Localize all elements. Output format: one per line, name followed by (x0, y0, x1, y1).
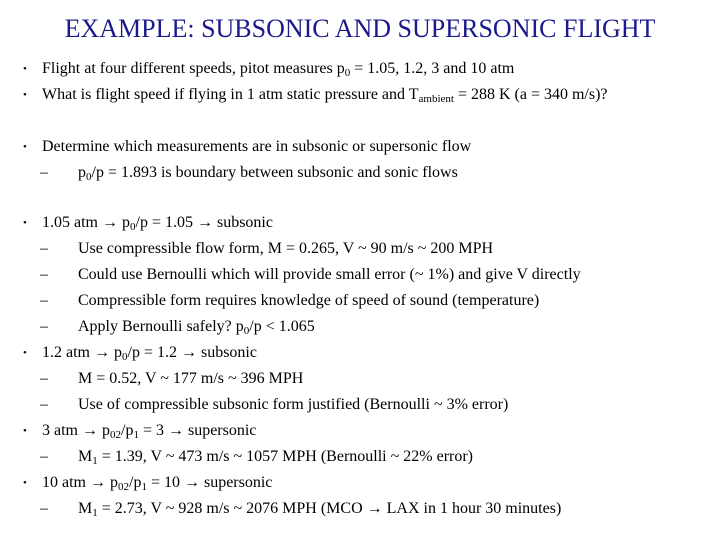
dash-icon: – (40, 292, 48, 309)
text-line: Flight at four different speeds, pitot measures p0 = 1.05, 1.2, 3 and 10 atm (42, 60, 515, 79)
dash-icon: – (40, 266, 48, 283)
bullet-icon: • (23, 217, 27, 229)
dash-icon: – (40, 318, 48, 335)
text-line: 1.05 atm → p0/p = 1.05 → subsonic (42, 214, 273, 233)
sub-line: – Could use Bernoulli which will provide small error (~ 1%) and give V directly (40, 266, 581, 283)
text-line: What is flight speed if flying in 1 atm static pressure and Tambient = 288 K (a = 340 m/s)? (42, 86, 608, 105)
bullet-icon: • (23, 425, 27, 437)
sub-line: – Apply Bernoulli safely? p0/p < 1.065 (40, 318, 315, 337)
bullet-icon: • (23, 141, 27, 153)
text-line: 1.2 atm → p0/p = 1.2 → subsonic (42, 344, 257, 363)
bullet-icon: • (23, 477, 27, 489)
sub-line: – Use compressible flow form, M = 0.265, V ~ 90 m/s ~ 200 MPH (40, 240, 494, 257)
dash-icon: – (40, 500, 48, 517)
dash-icon: – (40, 164, 48, 181)
sub-line: – Use of compressible subsonic form justified (Bernoulli ~ 3% error) (40, 396, 509, 413)
dash-icon: – (40, 370, 48, 387)
bullet-icon: • (23, 89, 27, 101)
dash-icon: – (40, 448, 48, 465)
dash-icon: – (40, 240, 48, 257)
bullet-icon: • (23, 347, 27, 359)
text-line: 10 atm → p02/p1 = 10 → supersonic (42, 474, 273, 493)
text-line: Determine which measurements are in subsonic or supersonic flow (42, 138, 472, 155)
sub-line: – M = 0.52, V ~ 177 m/s ~ 396 MPH (40, 370, 304, 387)
text-line: 3 atm → p02/p1 = 3 → supersonic (42, 422, 257, 441)
dash-icon: – (40, 396, 48, 413)
bullet-icon: • (23, 63, 27, 75)
sub-line: – M1 = 1.39, V ~ 473 m/s ~ 1057 MPH (Bernoulli ~ 22% error) (40, 448, 474, 467)
sub-line: – p0/p = 1.893 is boundary between subsonic and sonic flows (40, 164, 458, 183)
sub-line: – Compressible form requires knowledge of speed of sound (temperature) (40, 292, 540, 309)
slide-title: EXAMPLE: SUBSONIC AND SUPERSONIC FLIGHT (64, 14, 656, 43)
sub-line: – M1 = 2.73, V ~ 928 m/s ~ 2076 MPH (MCO → LAX in 1 hour 30 minutes) (40, 500, 562, 519)
